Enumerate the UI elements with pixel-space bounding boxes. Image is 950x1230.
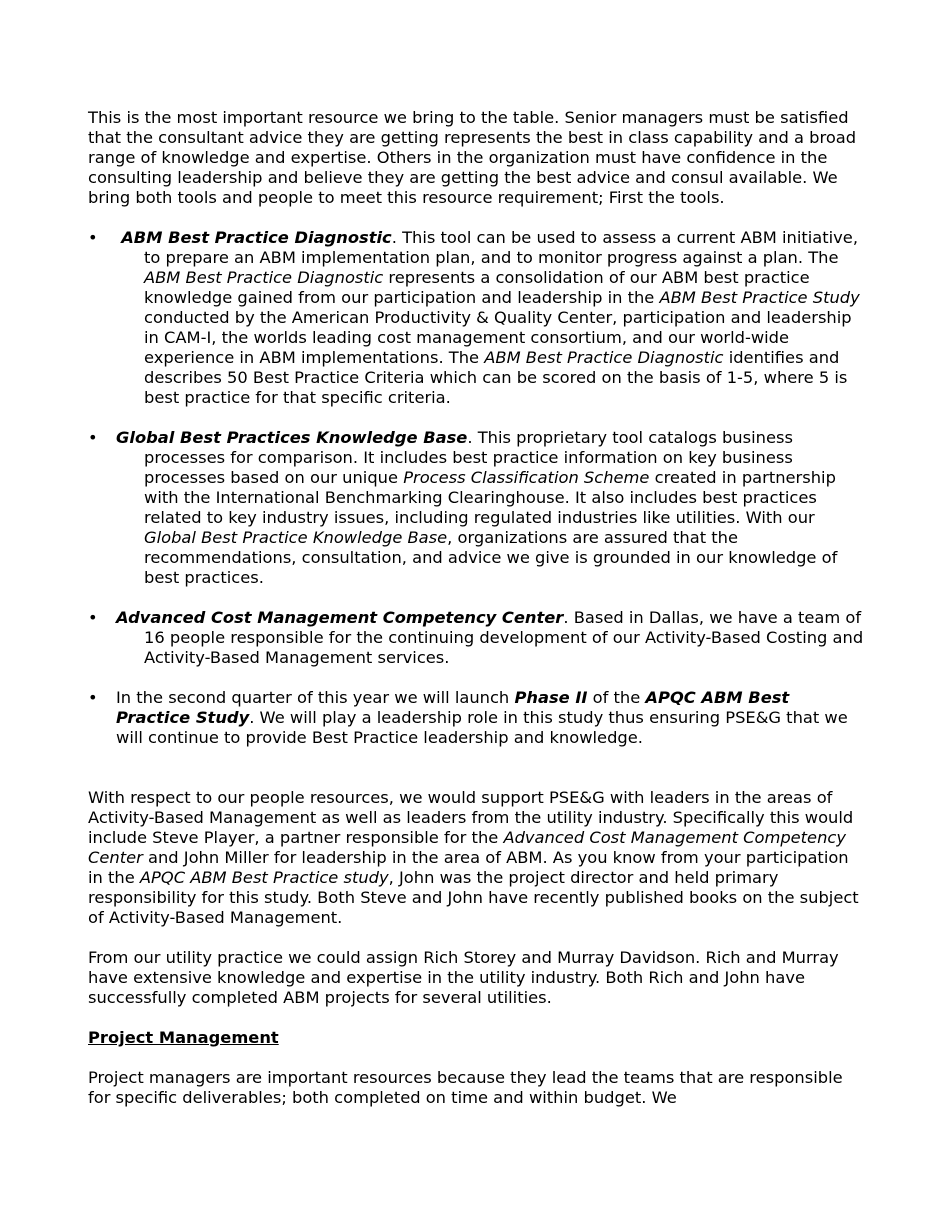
intro-paragraph: This is the most important resource we bring to the table. Senior managers must be satisfied that the consultant advice they are getting represents the best in class capability and a broad range of knowledge and expertise. Others in the organization must have confidence in the consulting leadership and believe they are getting the best advice and consul available. We bring both tools and people to meet this resource requirement; First the tools. <box>88 108 857 207</box>
spacer <box>88 768 868 788</box>
people-paragraph: With respect to our people resources, we would support PSE&G with leaders in the areas of Activity-Based Management as well as leaders from the utility industry. Specifically this would include Steve Player, a partner responsible for the Advanced Cost Management Competency Center and John Miller for leadership in the area of ABM. As you know from your participation in the APQC ABM Best Practice study, John was the project director and held primary responsibility for this study. Both Steve and John have recently published books on the subject of Activity-Based Management. <box>88 788 859 927</box>
bullet-icon: • <box>88 688 98 707</box>
list-item <box>88 428 868 588</box>
tools-bullet-list <box>88 228 868 748</box>
document-page <box>88 108 868 1108</box>
project-management-paragraph: Project managers are important resources because they lead the teams that are responsible for specific deliverables; both completed on time and within budget. We <box>88 1068 843 1107</box>
bullet-icon: • <box>88 228 98 247</box>
bullet-icon: • <box>88 608 98 627</box>
bullet-text: Advanced Cost Management Competency Center. Based in Dallas, we have a team of 16 people responsible for the continuing development of our Activity-Based Costing and Activity-Based Management services. <box>116 608 864 667</box>
section-heading: Project Management <box>88 1028 279 1047</box>
utility-paragraph: From our utility practice we could assign Rich Storey and Murray Davidson. Rich and Murray have extensive knowledge and expertise in the utility industry. Both Rich and John have successfully completed ABM projects for several utilities. <box>88 948 839 1007</box>
bullet-icon: • <box>88 428 98 447</box>
bullet-text: In the second quarter of this year we will launch Phase II of the APQC ABM Best Practice Study. We will play a leadership role in this study thus ensuring PSE&G that we will continue to provide Best Practice leadership and knowledge. <box>116 688 848 747</box>
bullet-text: ABM Best Practice Diagnostic. This tool can be used to assess a current ABM initiative, to prepare an ABM implementation plan, and to monitor progress against a plan. The ABM Best Practice Diagnostic represents a consolidation of our ABM best practice knowledge gained from our participation and leadership in the ABM Best Practice Study conducted by the American Productivity & Quality Center, participation and leadership in CAM-I, the worlds leading cost management consortium, and our world-wide experience in ABM implementations. The ABM Best Practice Diagnostic identifies and describes 50 Best Practice Criteria which can be scored on the basis of 1-5, where 5 is best practice for that specific criteria. <box>121 228 860 407</box>
bullet-text: Global Best Practices Knowledge Base. This proprietary tool catalogs business processes for comparison. It includes best practice information on key business processes based on our unique Process Classification Scheme created in partnership with the International Benchmarking Clearinghouse. It also includes best practices related to key industry issues, including regulated industries like utilities. With our Global Best Practice Knowledge Base, organizations are assured that the recommendations, consultation, and advice we give is grounded in our knowledge of best practices. <box>116 428 838 587</box>
bullet-title: ABM Best Practice Diagnostic <box>121 228 392 247</box>
bullet-title: Advanced Cost Management Competency Center <box>116 608 564 627</box>
bullet-title: Global Best Practices Knowledge Base <box>116 428 468 447</box>
list-item <box>88 608 868 668</box>
list-item <box>88 228 868 408</box>
list-item <box>88 688 868 748</box>
